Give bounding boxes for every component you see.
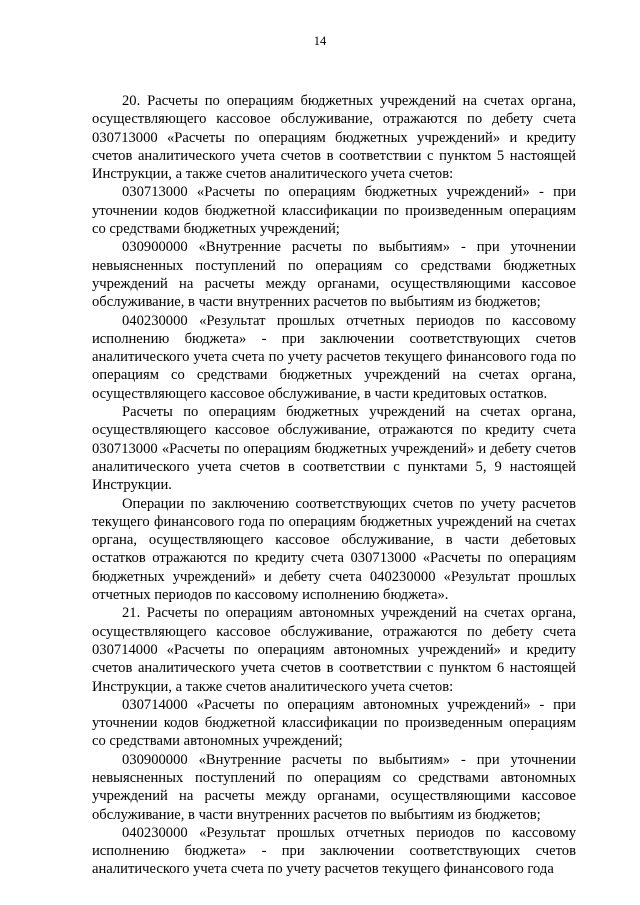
paragraph: 030714000 «Расчеты по операциям автономных учреждений» - при уточнении кодов бюджетной классификации по произведенным операциям со средствами автономных учреждений; <box>92 696 576 750</box>
paragraph: 030713000 «Расчеты по операциям бюджетных учреждений» - при уточнении кодов бюджетной классификации по произведенным операциям со средствами бюджетных учреждений; <box>92 184 576 238</box>
paragraph: 030900000 «Внутренние расчеты по выбытиям» - при уточнении невыясненных поступлений по операциям со средствами бюджетных учреждений на расчеты между органами, осуществляющими кассовое обслуживание, в части внутренних расчетов по выбытиям из бюджетов; <box>92 239 576 311</box>
paragraph: 030900000 «Внутренние расчеты по выбытиям» - при уточнении невыясненных поступлений по операциям со средствами автономных учреждений на расчеты между органами, осуществляющими кассовое обслуживание, в части внутренних расчетов по выбытиям из бюджетов; <box>92 751 576 823</box>
document-body <box>92 92 576 879</box>
paragraph: 040230000 «Результат прошлых отчетных периодов по кассовому исполнению бюджета» - при заключении соответствующих счетов аналитического учета счета по учету расчетов текущего финансового года <box>92 824 576 878</box>
paragraph: Операции по заключению соответствующих счетов по учету расчетов текущего финансового года по операциям бюджетных учреждений на счетах органа, осуществляющего кассовое обслуживание, в части дебетовых остатков отражаются по кредиту счета 030713000 «Расчеты по операциям бюджетных учреждений» и дебету счета 040230000 «Результат прошлых отчетных периодов по кассовому исполнению бюджета». <box>92 495 576 604</box>
page-number: 14 <box>313 34 327 48</box>
paragraph: 040230000 «Результат прошлых отчетных периодов по кассовому исполнению бюджета» - при заключении соответствующих счетов аналитического учета счета по учету расчетов текущего финансового года по операциям со средствами бюджетных учреждений на счетах органа, осуществляющего кассовое обслуживание, в части кредитовых остатков. <box>92 312 576 402</box>
paragraph: Расчеты по операциям бюджетных учреждений на счетах органа, осуществляющего кассовое обслуживание, отражаются по кредиту счета 030713000 «Расчеты по операциям бюджетных учреждений» и дебету счетов аналитического учета счетов в соответствии с пунктами 5, 9 настоящей Инструкции. <box>92 404 576 494</box>
paragraph: 20. Расчеты по операциям бюджетных учреждений на счетах органа, осуществляющего кассовое обслуживание, отражаются по дебету счета 030713000 «Расчеты по операциям бюджетных учреждений» и кредиту счетов аналитического учета счетов в соответствии с пунктом 5 настоящей Инструкции, а также счетов аналитического учета счетов: <box>92 93 576 183</box>
paragraph: 21. Расчеты по операциям автономных учреждений на счетах органа, осуществляющего кассовое обслуживание, отражаются по дебету счета 030714000 «Расчеты по операциям автономных учреждений» и кредиту счетов аналитического учета счетов в соответствии с пунктом 6 настоящей Инструкции, а также счетов аналитического учета счетов: <box>92 605 576 695</box>
